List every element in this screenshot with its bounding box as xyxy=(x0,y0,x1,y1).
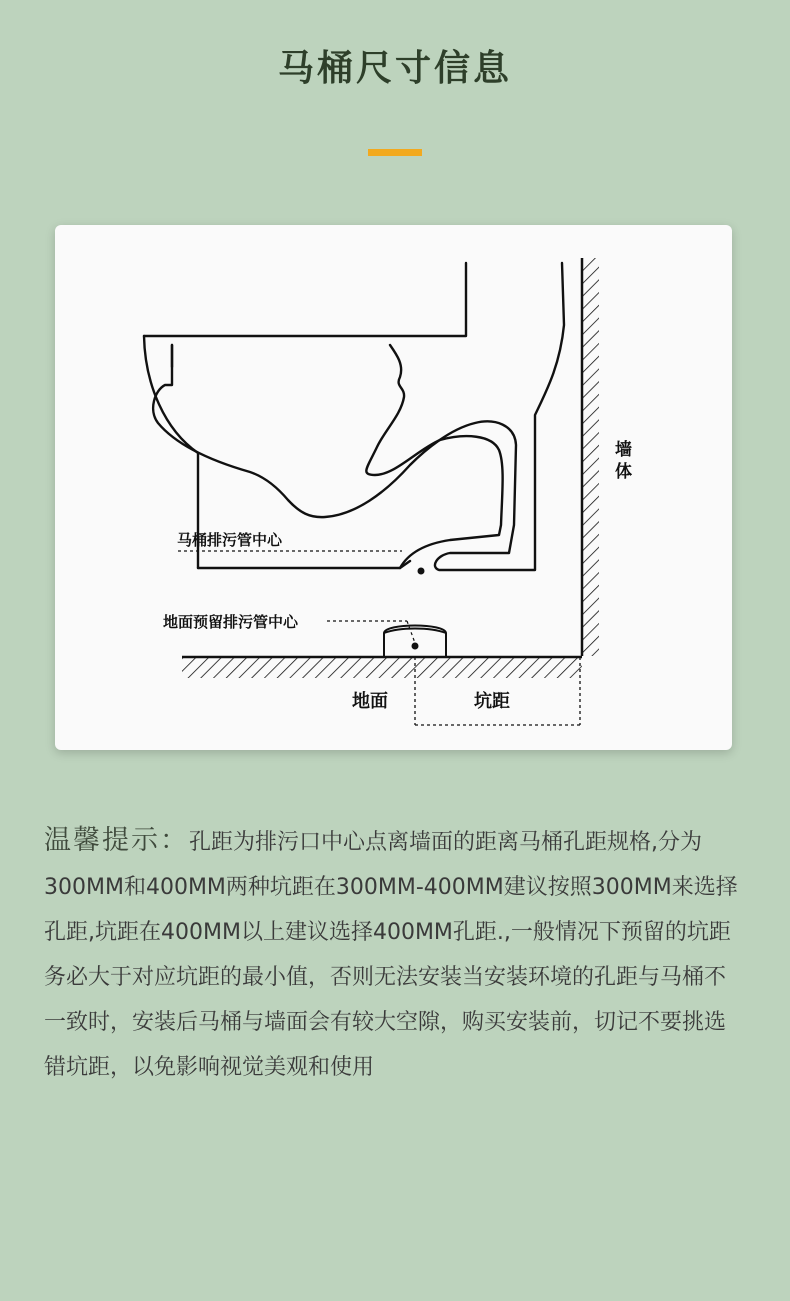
wall-label-line2: 体 xyxy=(615,462,632,482)
tip-section xyxy=(44,818,744,1090)
toilet-outline xyxy=(144,263,564,570)
toilet-dimension-diagram xyxy=(55,225,732,750)
wall xyxy=(582,258,599,656)
floor-outlet-center-label: 地面预留排污管中心 xyxy=(163,613,299,631)
page-title: 马桶尺寸信息 xyxy=(277,48,512,89)
toilet-outlet-center xyxy=(178,551,425,575)
toilet-outlet-center-label: 马桶排污管中心 xyxy=(177,531,283,549)
floor-drain-pipe xyxy=(327,621,446,657)
tip-body: 孔距为排污口中心点离墙面的距离马桶孔距规格,分为300MM和400MM两种坑距在300MM-400MM建议按照300MM来选择孔距,坑距在400MM以上建议选择400MM孔距.,一般情况下预留的坑距务必大于对应坑距的最小值，否则无法安装当安装环境的孔距与马桶不一致时，安装后马桶与墙面会有较大空隙，购买安装前，切记不要挑选错坑距，以免影响视觉美观和使用 xyxy=(44,830,738,1080)
floor xyxy=(182,657,582,678)
pit-distance-label: 坑距 xyxy=(474,691,510,712)
tip-title: 温馨提示： xyxy=(44,825,189,856)
title-underline xyxy=(368,149,422,156)
toilet-diagram-card xyxy=(55,225,732,750)
wall-label-line1: 墙 xyxy=(615,440,632,460)
floor-label: 地面 xyxy=(352,691,388,712)
